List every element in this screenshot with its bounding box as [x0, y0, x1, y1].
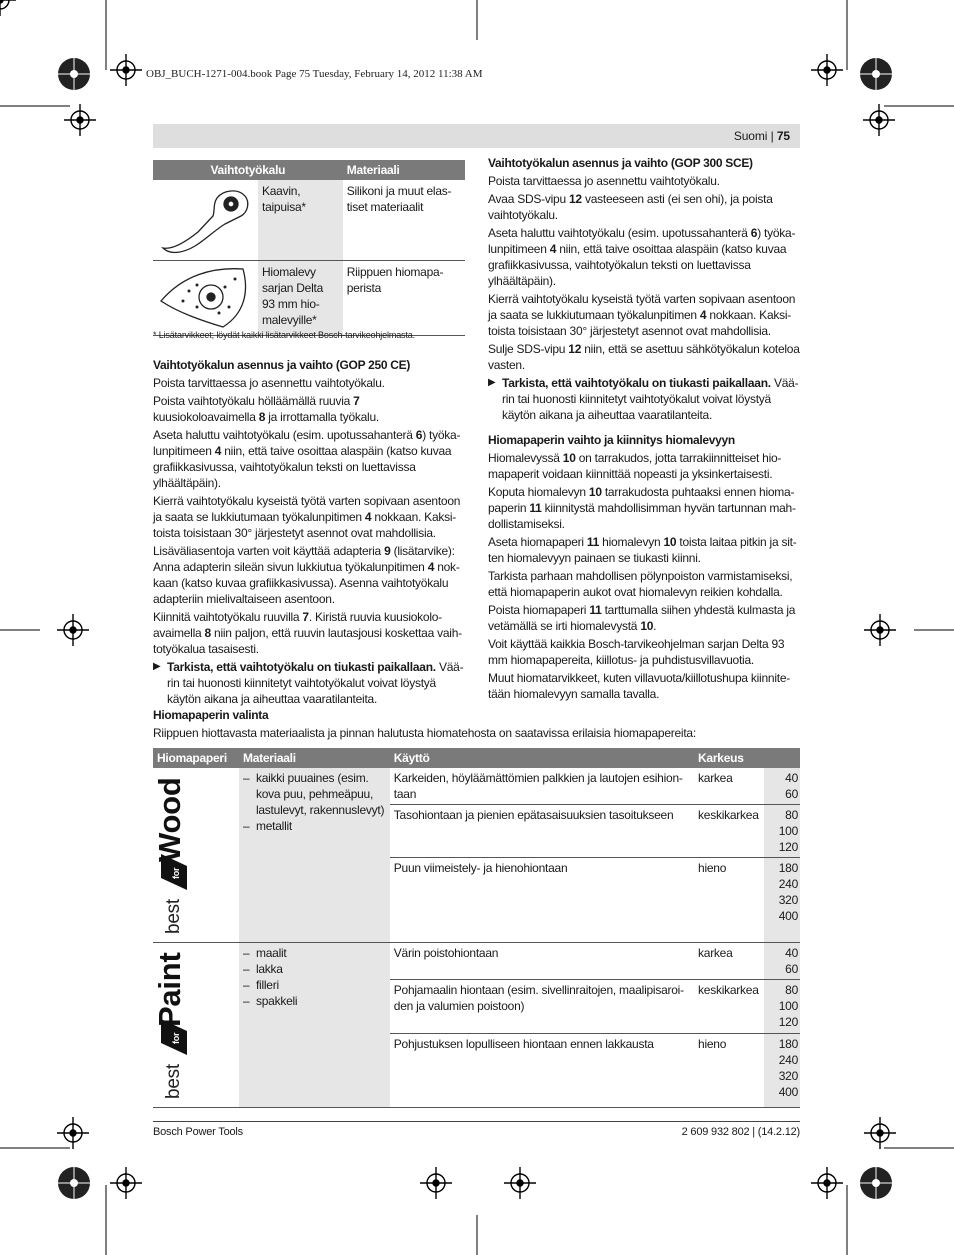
grade-cell: keskikarkea	[694, 805, 764, 858]
grade-cell: hieno	[694, 1034, 764, 1108]
paragraph: Sulje SDS-vipu 12 niin, että se asettuu sähkötyökalun koteloa vasten.	[488, 342, 800, 372]
scraper-blade-icon	[153, 180, 258, 260]
grit-cell: 180 240 320 400	[764, 1034, 800, 1108]
grade-cell: karkea	[694, 943, 764, 980]
delta-sanding-plate-icon	[153, 261, 258, 335]
paragraph: Voit käyttää kaikkia Bosch-tarvikeohjelman sarjan Delta 93 mm hiomapapereita, kiillotus- ja puhdistusvillavuotia.	[488, 637, 785, 667]
col-header: Käyttö	[390, 748, 694, 768]
grit-cell: 80 100 120	[764, 980, 800, 1034]
svg-text:best: best	[163, 899, 184, 934]
paragraph: Kiinnitä vaihtotyökalu ruuvilla 7. Kiristä ruuvia kuusiokoloavaimella 8 niin paljon, että ruuvin lautasjousi koskettaa vaihtotyökalua tasaisesti.	[153, 610, 463, 656]
paragraph: Koputa hiomalevyn 10 tarrakudosta puhtaaksi ennen hiomapaperin 11 kiinnitystä mahdollisimman hyvän tartunnan mahdollistamiseksi.	[488, 485, 796, 531]
grit-cell: 180 240 320 400	[764, 858, 800, 943]
triangle-bullet-icon: ▶	[153, 661, 161, 672]
use-cell: Pohjamaalin hiontaan (esim. sivellinraitojen, maalipisaroiden ja valumien poistoon)	[390, 980, 694, 1034]
grit-cell: 40 60	[764, 768, 800, 805]
material-cell: Riippuen hiomapaperista	[343, 261, 465, 336]
col-header: Hiomapaperi	[153, 748, 239, 768]
tool-name: Hiomalevy sarjan Delta 93 mm hiomalevyille*	[258, 261, 343, 335]
svg-text:Paint: Paint	[153, 952, 187, 1027]
footer-brand: Bosch Power Tools	[153, 1126, 243, 1138]
tool-name: Kaavin, taipuisa*	[258, 180, 343, 260]
paragraph: Poista hiomapaperi 11 tarttumalla siihen yhdestä kulmasta ja vetämällä se irti hiomalevystä 10.	[488, 603, 796, 633]
use-cell: Pohjustuksen lopulliseen hiontaan ennen lakkausta	[390, 1034, 694, 1108]
page-number: 75	[776, 129, 790, 143]
paragraph: Poista tarvittaessa jo asennettu vaihtotyökalu.	[153, 376, 385, 390]
grade-cell: keskikarkea	[694, 980, 764, 1034]
best-for-paint-logo	[153, 943, 239, 1108]
svg-text:for: for	[171, 867, 181, 879]
material-list: – kaikki puuaines (esim. kova puu, pehmeäpuu, lastulevyt, rakennuslevyt) – metallit	[239, 768, 390, 943]
paragraph: Kierrä vaihtotyökalu kyseistä työtä varten sopivaan asentoon ja saata se lukkiutumaan työkalunpitimen 4 nokkaan. Kaksitoista toisistaan 30° järjestetyt asennot ovat mahdollisia.	[488, 292, 796, 338]
triangle-bullet-icon: ▶	[488, 377, 496, 388]
grit-cell: 40 60	[764, 943, 800, 980]
table-row	[153, 768, 800, 805]
paragraph: Hiomalevyssä 10 on tarrakudos, jotta tarrakiinnitteiset hiomapaperit voidaan kiinnittää nopeasti ja yksinkertaisesti.	[488, 451, 782, 481]
right-column	[488, 155, 800, 704]
grade-cell: hieno	[694, 858, 764, 943]
left-column	[153, 357, 465, 709]
grade-cell: karkea	[694, 768, 764, 805]
svg-text:Wood: Wood	[153, 777, 187, 862]
sanding-table	[153, 748, 800, 1108]
section-heading: Vaihtotyökalun asennus ja vaihto (GOP 250 CE)	[153, 358, 411, 372]
paragraph: Avaa SDS-vipu 12 vasteeseen asti (ei sen ohi), ja poista vaihtotyökalu.	[488, 192, 773, 222]
col-header-tool: Vaihtotyökalu	[153, 160, 343, 180]
footer-doc-number: 2 609 932 802 | (14.2.12)	[681, 1126, 800, 1138]
table-footnote: * Lisätarvikkeet; löydät kaikki lisätarvikkeet Bosch-tarvikeohjelmasta.	[153, 330, 415, 340]
section-heading: Vaihtotyökalun asennus ja vaihto (GOP 300 SCE)	[488, 156, 753, 170]
material-list: – maalit – lakka – filleri – spakkeli	[239, 943, 390, 1108]
paragraph: Aseta haluttu vaihtotyökalu (esim. upotussahanterä 6) työkalunpitimeen 4 niin, että taive osoittaa alaspäin (katso kuvaa grafiikkasivussa, vaihtotyökalun teksti on luettavissa ylhäältäpäin).	[488, 226, 796, 288]
tool-table	[153, 160, 465, 336]
tool-cell	[153, 261, 343, 336]
section-heading: Hiomapaperin vaihto ja kiinnitys hiomalevyyn	[488, 433, 735, 447]
use-cell: Karkeiden, höyläämättömien palkkien ja lautojen esihiontaan	[390, 768, 694, 805]
best-for-wood-logo	[153, 768, 239, 943]
svg-text:best: best	[163, 1064, 184, 1099]
tool-cell	[153, 180, 343, 261]
paragraph: Poista tarvittaessa jo asennettu vaihtotyökalu.	[488, 174, 720, 188]
grit-cell: 80 100 120	[764, 805, 800, 858]
paragraph: Riippuen hiottavasta materiaalista ja pinnan halutusta hiomatehosta on saatavissa erilaisia hiomapapereita:	[153, 726, 696, 740]
col-header: Materiaali	[239, 748, 390, 768]
svg-text:for: for	[171, 1032, 181, 1044]
paragraph: Lisäväliasentoja varten voit käyttää adapteria 9 (lisätarvike): Anna adapterin sileän sivun lukkiutua työkalunpitimen 4 nokkaan (katso kuvaa grafiikkasivussa). Asenna vaihtotyökalu adapteriin mielivaltaiseen asentoon.	[153, 544, 460, 606]
paragraph: Poista vaihtotyökalu hölläämällä ruuvia 7 kuusiokoloavaimella 8 ja irrottamalla työkalu.	[153, 394, 379, 424]
paragraph: Aseta hiomapaperi 11 hiomalevyn 10 toista laitaa pitkin ja sitten hiomalevyyn painaen se tiukasti kiinni.	[488, 535, 797, 565]
material-cell: Silikoni ja muut elastiset materiaalit	[343, 180, 465, 261]
warning-bullet: ▶ Tarkista, että vaihtotyökalu on tiukasti paikallaan. Väärin tai huonosti kiinnitetyt vaihtotyökalut voivat löystyä käytön aikana ja aiheuttaa vaaratilanteita.	[488, 376, 799, 422]
print-slug: OBJ_BUCH-1271-004.book Page 75 Tuesday, February 14, 2012 11:38 AM	[146, 68, 483, 80]
paragraph: Aseta haluttu vaihtotyökalu (esim. upotussahanterä 6) työkalunpitimeen 4 niin, että taive osoittaa alaspäin (katso kuvaa grafiikkasivussa, vaihtotyökalun teksti on luettavissa ylhäältäpäin).	[153, 428, 461, 490]
paragraph: Tarkista parhaan mahdollisen pölynpoiston varmistamiseksi, että hiomapaperin aukot ovat hiomalevyn reikien kohdalla.	[488, 569, 793, 599]
section-name: Suomi	[733, 129, 768, 143]
sanding-section	[153, 707, 800, 743]
page-header	[153, 124, 800, 148]
col-header-material: Materiaali	[343, 160, 465, 180]
table-row	[153, 261, 465, 336]
col-header: Karkeus	[694, 748, 800, 768]
use-cell: Värin poistohiontaan	[390, 943, 694, 980]
paragraph: Kierrä vaihtotyökalu kyseistä työtä varten sopivaan asentoon ja saata se lukkiutumaan työkalunpitimen 4 nokkaan. Kaksitoista toisistaan 30° järjestetyt asennot ovat mahdollisia.	[153, 494, 461, 540]
table-row	[153, 943, 800, 980]
table-row	[153, 180, 465, 261]
use-cell: Tasohiontaan ja pienien epätasaisuuksien tasoitukseen	[390, 805, 694, 858]
separator: |	[770, 129, 774, 143]
paragraph: Muut hiomatarvikkeet, kuten villavuota/kiillotushupa kiinnitetään hiomalevyyn samalla tavalla.	[488, 671, 791, 701]
section-heading: Hiomapaperin valinta	[153, 708, 269, 722]
page-footer	[153, 1121, 800, 1138]
warning-bullet: ▶ Tarkista, että vaihtotyökalu on tiukasti paikallaan. Väärin tai huonosti kiinnitetyt vaihtotyökalut voivat löystyä käytön aikana ja aiheuttaa vaaratilanteita.	[153, 660, 464, 706]
use-cell: Puun viimeistely- ja hienohiontaan	[390, 858, 694, 943]
